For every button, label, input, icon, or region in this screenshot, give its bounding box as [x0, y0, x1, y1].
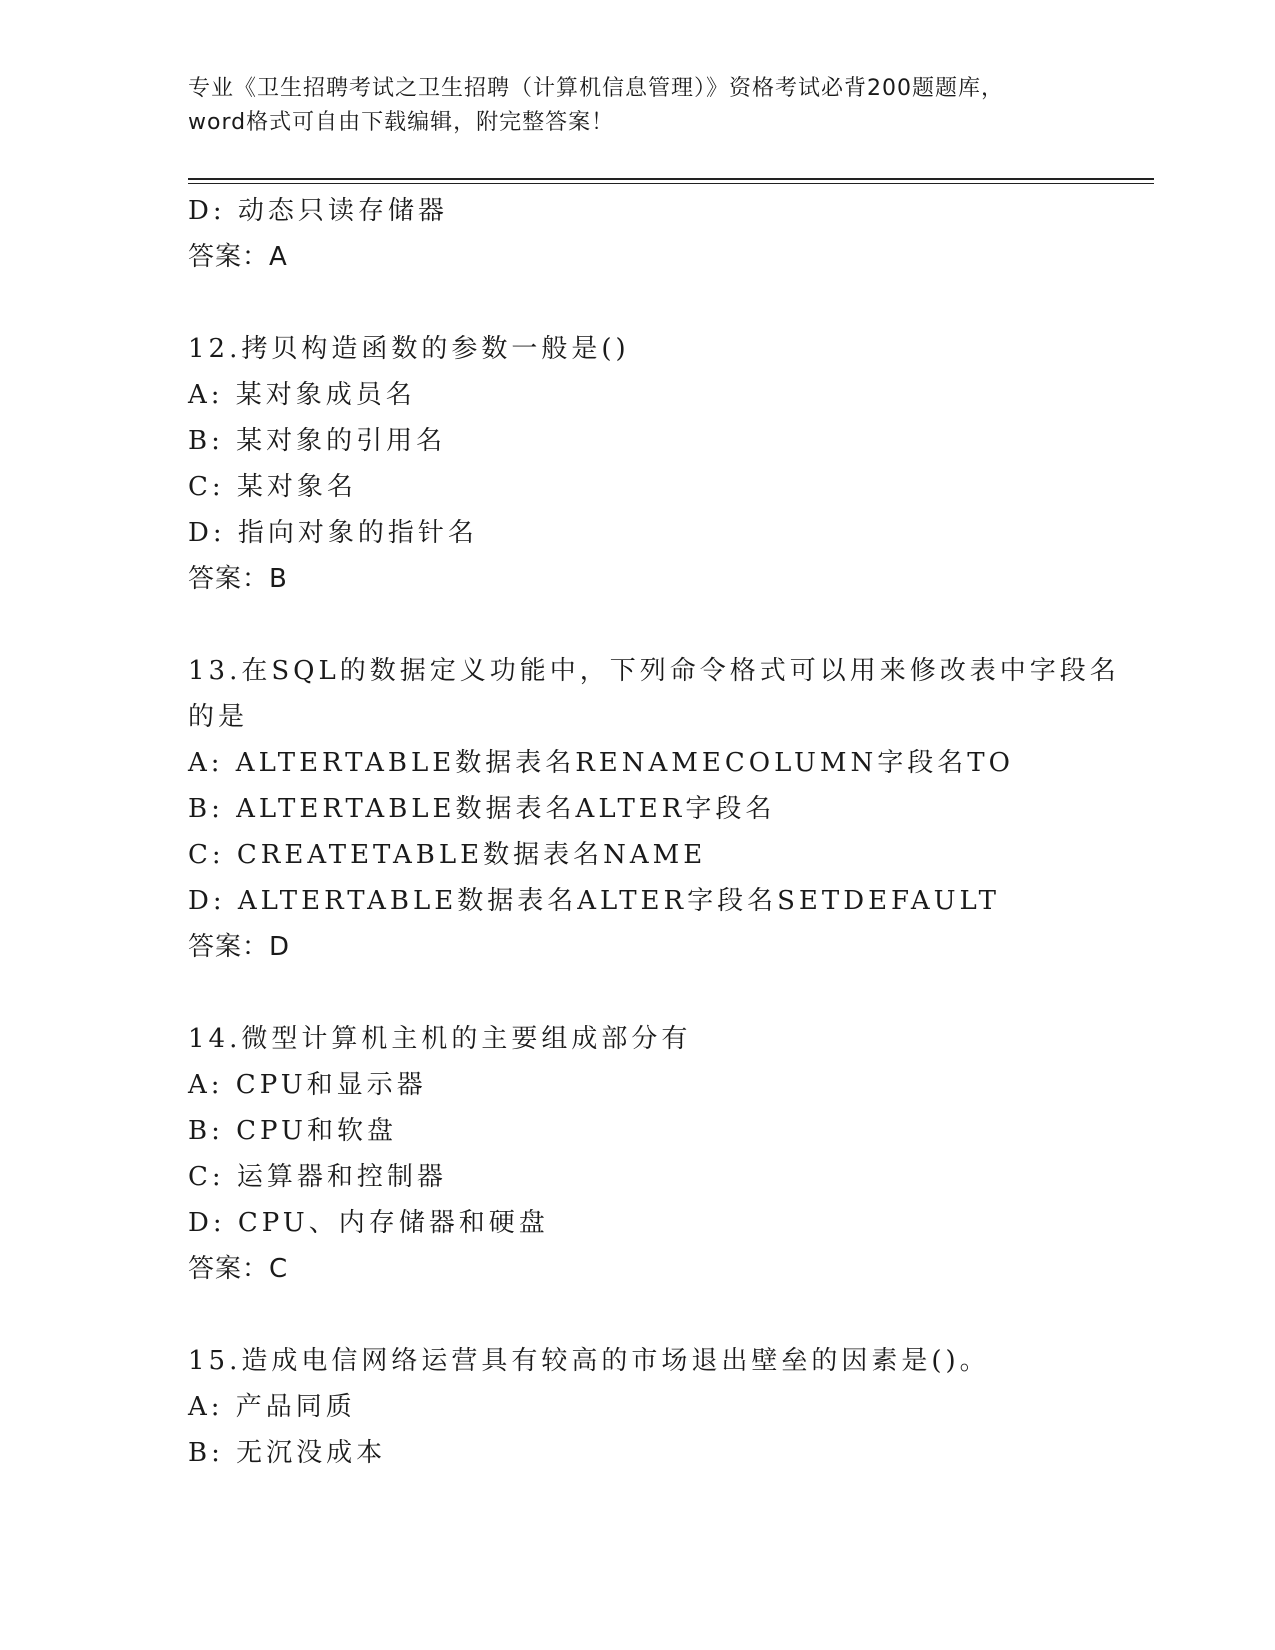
question-stem: 14.微型计算机主机的主要组成部分有: [188, 1024, 692, 1054]
option-c: C: 某对象名: [188, 472, 357, 502]
option-a: A: 某对象成员名: [188, 380, 416, 410]
option-b: B: 无沉没成本: [188, 1438, 387, 1468]
header-line-2: word格式可自由下载编辑，附完整答案！: [188, 110, 615, 135]
option-d: D: 指向对象的指针名: [188, 518, 478, 548]
option-c: C: 运算器和控制器: [188, 1162, 447, 1192]
question-stem: 15.造成电信网络运营具有较高的市场退出壁垒的因素是()。: [188, 1346, 990, 1376]
answer-line: 答案：B: [188, 564, 288, 594]
header-rule-thin: [188, 183, 1154, 184]
answer-line: 答案：A: [188, 242, 288, 272]
header-line-1: 专业《卫生招聘考试之卫生招聘（计算机信息管理）》资格考试必背200题题库，: [188, 76, 1004, 101]
document-header: [188, 72, 1088, 140]
question-stem: 13.在SQL的数据定义功能中，下列命令格式可以用来修改表中字段名: [188, 656, 1120, 686]
spacer: [188, 602, 1088, 648]
question-stem-continued: 的是: [188, 702, 249, 732]
question-stem: 12.拷贝构造函数的参数一般是(): [188, 334, 630, 364]
carryover-block: [188, 188, 1088, 280]
option-b: B: ALTERTABLE数据表名ALTER字段名: [188, 794, 776, 824]
option-a: A: 产品同质: [188, 1392, 356, 1422]
spacer: [188, 970, 1088, 1016]
option-d: D: 动态只读存储器: [188, 196, 448, 226]
question-13: [188, 648, 1120, 970]
question-15: [188, 1338, 1088, 1476]
question-14: [188, 1016, 1088, 1292]
option-b: B: CPU和软盘: [188, 1116, 397, 1146]
option-d: D: ALTERTABLE数据表名ALTER字段名SETDEFAULT: [188, 886, 1001, 916]
answer-line: 答案：C: [188, 1254, 289, 1284]
question-12: [188, 326, 1088, 602]
option-d: D: CPU、内存储器和硬盘: [188, 1208, 549, 1238]
option-b: B: 某对象的引用名: [188, 426, 447, 456]
spacer: [188, 280, 1088, 326]
option-a: A: CPU和显示器: [188, 1070, 427, 1100]
option-a: A: ALTERTABLE数据表名RENAMECOLUMN字段名TO: [188, 748, 1014, 778]
answer-line: 答案：D: [188, 932, 291, 962]
header-rule-thick: [188, 178, 1154, 180]
option-c: C: CREATETABLE数据表名NAME: [188, 840, 707, 870]
question-list: [188, 188, 1120, 1476]
spacer: [188, 1292, 1088, 1338]
